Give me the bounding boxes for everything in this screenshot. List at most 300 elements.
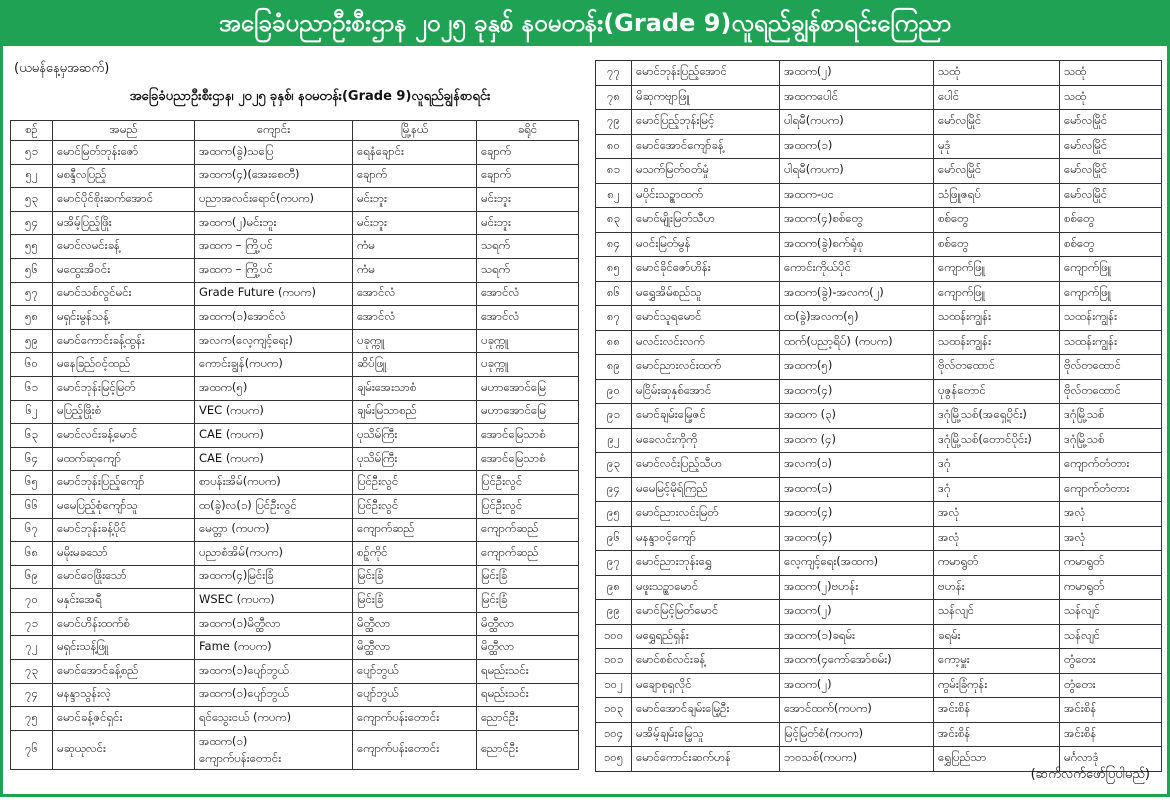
cell-district: မဟာအောင်မြေ: [477, 400, 579, 424]
cell-township: ပြင်ဦးလွင်: [353, 494, 477, 518]
cell-no: ၉၈: [596, 575, 632, 600]
cell-name: မသက်မြတ်ဝတ်မှုံ: [632, 159, 780, 184]
cell-township: သထန်းကျွန်း: [934, 330, 1060, 355]
cell-name: မချောစုရှလိုင်: [632, 673, 780, 698]
cell-no: ၅၃: [11, 188, 53, 212]
cell-school: ပါရမီ(ကပက): [780, 159, 934, 184]
cell-district: မော်လမြိုင်: [1060, 110, 1162, 135]
cell-name: မောင်ဘုန်းပြည့်ကျော်: [53, 471, 195, 495]
cell-district: ဒဂုံမြို့သစ်: [1060, 404, 1162, 429]
cell-no: ၈၇: [596, 306, 632, 331]
table-row: [11, 164, 579, 188]
table-row: [596, 404, 1162, 429]
cell-township: မင်းဘူး: [353, 188, 477, 212]
cell-district: မော်လမြိုင်: [1060, 183, 1162, 208]
table-row: [11, 542, 579, 566]
cell-township: ချမ်းအေးသာစံ: [353, 376, 477, 400]
cell-no: ၇၇: [596, 61, 632, 86]
cell-name: မောင်ပြည့်ဘုန်းမြင့်: [632, 110, 780, 135]
cell-township: စဉ့်ကိုင်: [353, 542, 477, 566]
cell-no: ၈၆: [596, 281, 632, 306]
cell-no: ၆၇: [11, 518, 53, 542]
cell-no: ၅၆: [11, 258, 53, 282]
cell-name: မနှင်းအေရီ: [53, 589, 195, 613]
cell-name: မိဆုကဗျာဖြူ: [632, 85, 780, 110]
cell-name: မောင်ဘုန်းပြည့်အောင်: [632, 61, 780, 86]
table-row: [596, 649, 1162, 674]
cell-no: ၇၀: [11, 589, 53, 613]
cell-district: သထုံ: [1060, 85, 1162, 110]
cell-district: မင်းဘူး: [477, 188, 579, 212]
cell-school: ပညာအလင်းရောင်(ကပက): [195, 188, 353, 212]
to-be-continued-note: (ဆက်လက်ဖော်ပြပါမည်): [1030, 767, 1150, 782]
table-row: [596, 551, 1162, 576]
cell-no: ၁၀၂: [596, 673, 632, 698]
cell-district: ချောက်: [477, 141, 579, 165]
table-row: [596, 281, 1162, 306]
table-row: [11, 424, 579, 448]
cell-no: ၈၅: [596, 257, 632, 282]
cell-no: ၉၀: [596, 379, 632, 404]
cell-name: မထက်ဆုကျော်: [53, 447, 195, 471]
cell-school: အထက(ခွဲ)သပြေ: [195, 141, 353, 165]
right-table-body: [596, 61, 1162, 772]
cell-township: ကွမ်းခြံကုန်း: [934, 673, 1060, 698]
cell-no: ၉၆: [596, 526, 632, 551]
table-row: [11, 353, 579, 377]
cell-school: အထက(၄): [780, 379, 934, 404]
cell-no: ၆၅: [11, 471, 53, 495]
cell-school: မြင့်မြတ်စံ(ကပက): [780, 722, 934, 747]
cell-district: သရက်: [477, 235, 579, 259]
cell-name: မောင်ဘုန်းမြင့်မြတ်: [53, 376, 195, 400]
table-row: [596, 428, 1162, 453]
cell-township: ကျောက်ဖြူ: [934, 257, 1060, 282]
cell-district: ပခုက္ကူ: [477, 353, 579, 377]
cell-district: ကျောက်ဆည်: [477, 518, 579, 542]
cell-district: သထုံ: [1060, 61, 1162, 86]
cell-township: မိတ္ထီလာ: [353, 636, 477, 660]
col-header-district: ခရိုင်: [477, 121, 579, 141]
cell-district: အောင်မြေသာစံ: [477, 424, 579, 448]
cell-township: ကျောက်ဖြူ: [934, 281, 1060, 306]
cell-no: ၆၃: [11, 424, 53, 448]
table-row: [596, 575, 1162, 600]
cell-name: မောင်လင်းပြည့်သီဟ: [632, 453, 780, 478]
table-row: [11, 258, 579, 282]
table-row: [11, 518, 579, 542]
cell-township: ဒဂုံ: [934, 477, 1060, 502]
cell-school: အထကပေါင်: [780, 85, 934, 110]
col-header-name: အမည်: [53, 121, 195, 141]
cell-name: မအိမ့်ချမ်းမြေ့သူ: [632, 722, 780, 747]
cell-township: မြင်းခြံ: [353, 589, 477, 613]
table-row: [596, 600, 1162, 625]
cell-township: ကော့မှူး: [934, 649, 1060, 674]
cell-township: အလုံ: [934, 502, 1060, 527]
cell-township: ကျောက်ပန်းတောင်း: [353, 707, 477, 731]
cell-name: မောင်ခိုင်ဇော်ဟိန်း: [632, 257, 780, 282]
cell-name: မောင်အောင်ခန့်စည်: [53, 660, 195, 684]
cell-no: ၉၁: [596, 404, 632, 429]
cell-township: ပေါင်: [934, 85, 1060, 110]
table-row: [596, 722, 1162, 747]
table-row: [11, 565, 579, 589]
cell-no: ၅၂: [11, 164, 53, 188]
cell-school: အထက(၄)မြင်းခြံ: [195, 565, 353, 589]
cell-township: မော်လမြိုင်: [934, 159, 1060, 184]
cell-no: ၈၄: [596, 232, 632, 257]
cell-name: မပြည့်ဖြိုးစံ: [53, 400, 195, 424]
cell-school: အထက(၁) ကျောက်ပန်းတောင်း: [195, 730, 353, 769]
cell-township: ပျော်ဘွယ်: [353, 660, 477, 684]
cell-school: အထက(၄): [780, 526, 934, 551]
cell-name: မထွေးအိဝင်း: [53, 258, 195, 282]
cell-school: အထက(၁)ပျော်ဘွယ်: [195, 660, 353, 684]
table-row: [11, 471, 579, 495]
cell-township: သထန်းကျွန်း: [934, 306, 1060, 331]
table-row: [596, 134, 1162, 159]
cell-school: ကောင်းချွန်(ကပက): [195, 353, 353, 377]
table-row: [11, 494, 579, 518]
cell-no: ၇၉: [596, 110, 632, 135]
cell-name: မောင်ဘုန်းခန့်ပိုင်: [53, 518, 195, 542]
table-row: [11, 329, 579, 353]
cell-district: မိတ္ထီလာ: [477, 636, 579, 660]
cell-name: မောင်ကောင်းခန့်ထွန်း: [53, 329, 195, 353]
cell-name: မောင်ပိုင်စိုးဆက်အောင်: [53, 188, 195, 212]
table-row: [11, 660, 579, 684]
cell-district: သန်လျင်: [1060, 624, 1162, 649]
cell-township: သထုံ: [934, 61, 1060, 86]
table-row: [596, 477, 1162, 502]
table-row: [11, 188, 579, 212]
table-row: [11, 400, 579, 424]
table-row: [596, 159, 1162, 184]
cell-district: ကျောက်တံတား: [1060, 477, 1162, 502]
cell-school: အထက(၁): [780, 477, 934, 502]
table-row: [596, 355, 1162, 380]
col-header-township: မြို့နယ်: [353, 121, 477, 141]
cell-name: မောင်စစ်လင်းခန့်: [632, 649, 780, 674]
cell-name: မဝင်းမြတ်မွန်: [632, 232, 780, 257]
cell-no: ၇၁: [11, 612, 53, 636]
cell-district: မြင်းခြံ: [477, 589, 579, 613]
cell-name: မောင်ညားဘုန်းရွှေ: [632, 551, 780, 576]
cell-name: မရွှေအိမ်စည်သူ: [632, 281, 780, 306]
cell-name: မောင်သစ်လွင်မင်း: [53, 282, 195, 306]
cell-school: CAE (ကပက): [195, 424, 353, 448]
cell-name: မောင်မြင့်မြတ်မောင်: [632, 600, 780, 625]
cell-township: ကျောက်ပန်းတောင်း: [353, 730, 477, 769]
cell-no: ၁၀၄: [596, 722, 632, 747]
cell-district: ညောင်ဦး: [477, 730, 579, 769]
cell-district: တွံတေး: [1060, 649, 1162, 674]
cell-no: ၈၂: [596, 183, 632, 208]
cell-no: ၅၈: [11, 306, 53, 330]
table-row: [11, 447, 579, 471]
table-row: [596, 673, 1162, 698]
cell-school: ထ(ခွဲ)အလက(၅): [780, 306, 934, 331]
cell-township: စစ်တွေ: [934, 208, 1060, 233]
cell-no: ၆၀: [11, 353, 53, 377]
table-row: [11, 589, 579, 613]
cell-name: မမေပြည့်စုံကျော်သူ: [53, 494, 195, 518]
cell-no: ၇၈: [596, 85, 632, 110]
cell-name: မမေမြင့်မိုရ်ကြည်: [632, 477, 780, 502]
cell-name: မောင်ညားလင်းမြတ်: [632, 502, 780, 527]
table-row: [11, 235, 579, 259]
table-row: [11, 376, 579, 400]
cell-township: မြင်းခြံ: [353, 565, 477, 589]
cell-no: ၁၀၃: [596, 698, 632, 723]
cell-name: မောင်အောင်ချမ်းမြေ့ဦး: [632, 698, 780, 723]
table-row: [11, 683, 579, 707]
cell-no: ၆၆: [11, 494, 53, 518]
cell-no: ၉၂: [596, 428, 632, 453]
cell-district: စစ်တွေ: [1060, 232, 1162, 257]
cell-name: မစန္ဒီလပြည့်: [53, 164, 195, 188]
cell-school: ပါရမီ(ကပက): [780, 110, 934, 135]
cell-township: ပုဇွန်တောင်: [934, 379, 1060, 404]
table-row: [11, 306, 579, 330]
cell-name: မဆုယုလင်း: [53, 730, 195, 769]
cell-school: အထက(၅): [780, 355, 934, 380]
cell-district: မော်လမြိုင်: [1060, 134, 1162, 159]
cell-school: အထက-ပင: [780, 183, 934, 208]
cell-no: ၅၁: [11, 141, 53, 165]
cell-school: ဘဝသစ်(ကပက): [780, 747, 934, 772]
cell-district: သရက်: [477, 258, 579, 282]
cell-township: ပြင်ဦးလွင်: [353, 471, 477, 495]
cell-district: မင်းဘူး: [477, 211, 579, 235]
cell-school: အထက (၃): [780, 404, 934, 429]
left-results-table: [10, 120, 579, 770]
table-row: [596, 110, 1162, 135]
cell-school: VEC (ကပက): [195, 400, 353, 424]
cell-township: ဆိပ်ဖြူ: [353, 353, 477, 377]
cell-district: အောင်လံ: [477, 282, 579, 306]
cell-township: အင်းစိန်: [934, 722, 1060, 747]
list-subtitle: အခြေခံပညာဦးစီးဌာန၊ ၂၀၂၅ ခုနှစ်၊ နဝမတန်း(Grade 9)လူရည်ချွန်စာရင်း: [129, 89, 491, 104]
cell-district: ကျောက်ဖြူ: [1060, 281, 1162, 306]
cell-no: ၈၀: [596, 134, 632, 159]
table-row: [11, 612, 579, 636]
cell-district: အောင်လံ: [477, 306, 579, 330]
cell-name: မမိုးမခသော်: [53, 542, 195, 566]
cell-school: အထက(ခွဲ)စက်ရုံစု: [780, 232, 934, 257]
cell-township: ကမာရွတ်: [934, 551, 1060, 576]
cell-township: အောင်လံ: [353, 282, 477, 306]
cell-township: ပုသိမ်ကြီး: [353, 447, 477, 471]
cell-township: ကံမ: [353, 258, 477, 282]
table-header-row: [11, 121, 579, 141]
cell-school: Fame (ကပက): [195, 636, 353, 660]
cell-school: အထက(၄): [780, 502, 934, 527]
cell-township: ဒဂုံမြို့သစ်(အရှေ့ပိုင်း): [934, 404, 1060, 429]
cell-district: ရမည်းသင်း: [477, 660, 579, 684]
cell-district: ချောက်: [477, 164, 579, 188]
cell-name: မဖူးသဉ္စာမောင်: [632, 575, 780, 600]
cell-school: အထက – ကြို့ပင်: [195, 258, 353, 282]
col-header-no: စဉ်: [11, 121, 53, 141]
cell-district: သထန်းကျွန်း: [1060, 306, 1162, 331]
cell-township: ရေနံချောင်း: [353, 141, 477, 165]
cell-school: အထက(၂): [780, 600, 934, 625]
table-row: [596, 379, 1162, 404]
cell-school: အထက(၂): [780, 61, 934, 86]
table-row: [596, 306, 1162, 331]
cell-no: ၆၈: [11, 542, 53, 566]
cell-no: ၅၅: [11, 235, 53, 259]
cell-township: အင်းစိန်: [934, 698, 1060, 723]
cell-township: ချမ်းမြသာစည်: [353, 400, 477, 424]
cell-name: မောင်လမင်းခန့်: [53, 235, 195, 259]
cell-no: ၅၉: [11, 329, 53, 353]
cell-no: ၇၂: [11, 636, 53, 660]
table-row: [596, 232, 1162, 257]
cell-name: မောင်မြတ်ဘုန်းဇော်: [53, 141, 195, 165]
cell-no: ၅၄: [11, 211, 53, 235]
cell-township: အလုံ: [934, 526, 1060, 551]
cell-name: မောင်လင်းခန့်မောင်: [53, 424, 195, 448]
cell-no: ၇၅: [11, 707, 53, 731]
cell-township: မိတ္ထီလာ: [353, 612, 477, 636]
table-row: [11, 730, 579, 769]
cell-name: မရှင်းသန့်ဖြူ: [53, 636, 195, 660]
table-row: [596, 502, 1162, 527]
cell-name: မနေခြည်ဝင့်ထည်: [53, 353, 195, 377]
cell-district: အောင်မြေသာစံ: [477, 447, 579, 471]
cell-name: မောင်မျိုးမြတ်သီဟ: [632, 208, 780, 233]
cell-district: ပြင်ဦးလွင်: [477, 494, 579, 518]
table-row: [11, 211, 579, 235]
cell-name: မောင်ချမ်းမြေ့ဇင်: [632, 404, 780, 429]
table-row: [11, 636, 579, 660]
cell-township: ရွှေပြည်သာ: [934, 747, 1060, 772]
cell-district: မိတ္ထီလာ: [477, 612, 579, 636]
cell-township: ဗဟန်း: [934, 575, 1060, 600]
cell-no: ၉၉: [596, 600, 632, 625]
cell-district: သထန်းကျွန်း: [1060, 330, 1162, 355]
cell-no: ၁၀၅: [596, 747, 632, 772]
cell-no: ၆၂: [11, 400, 53, 424]
table-row: [596, 257, 1162, 282]
cell-school: အထက(၄ကော်အော်စမ်း): [780, 649, 934, 674]
table-row: [596, 453, 1162, 478]
cell-no: ၇၄: [11, 683, 53, 707]
cell-name: မောင်အောင်ကျော်ခန့်: [632, 134, 780, 159]
cell-name: မခေလင်းကိုကို: [632, 428, 780, 453]
cell-no: ၆၉: [11, 565, 53, 589]
cell-township: ဒဂုံ: [934, 453, 1060, 478]
cell-school: အထက(၂)မင်းဘူး: [195, 211, 353, 235]
cell-district: ညောင်ဦး: [477, 707, 579, 731]
cell-district: ကျောက်ဖြူ: [1060, 257, 1162, 282]
right-results-table: [595, 60, 1162, 772]
cell-township: ပျော်ဘွယ်: [353, 683, 477, 707]
cell-no: ၉၃: [596, 453, 632, 478]
cell-no: ၁၀၁: [596, 649, 632, 674]
cell-name: မရွှေရည်ရှန်း: [632, 624, 780, 649]
cell-school: အောင်ထက်(ကပက): [780, 698, 934, 723]
cell-district: ပြင်ဦးလွင်: [477, 471, 579, 495]
cell-no: ၉၄: [596, 477, 632, 502]
cell-district: သန်လျင်: [1060, 600, 1162, 625]
cell-district: တွံတေး: [1060, 673, 1162, 698]
cell-name: မောင်ကောင်းဆက်ဟန်: [632, 747, 780, 772]
cell-no: ၆၁: [11, 376, 53, 400]
cell-no: ၁၀၀: [596, 624, 632, 649]
cell-school: အထက(၅): [195, 376, 353, 400]
cell-name: မပိုင်းသဉ္စာထက်: [632, 183, 780, 208]
table-row: [596, 208, 1162, 233]
cell-school: အထက(၄)စစ်တွေ: [780, 208, 934, 233]
cell-district: မဟာအောင်မြေ: [477, 376, 579, 400]
cell-township: ချောက်: [353, 164, 477, 188]
cell-no: ၉၇: [596, 551, 632, 576]
table-row: [596, 85, 1162, 110]
cell-township: သံဖြူဇရပ်: [934, 183, 1060, 208]
cell-school: အထက(၁)အောင်လံ: [195, 306, 353, 330]
cell-school: အထက(၁): [780, 134, 934, 159]
cell-township: အောင်လံ: [353, 306, 477, 330]
cell-district: စစ်တွေ: [1060, 208, 1162, 233]
continued-from-note: (ယမန်နေ့မှအဆက်): [14, 61, 110, 76]
cell-district: အလုံ: [1060, 502, 1162, 527]
cell-district: မင်္ဂလာဒုံ: [1060, 747, 1162, 772]
cell-name: မလင်းလင်းလက်: [632, 330, 780, 355]
cell-township: သန်လျင်: [934, 600, 1060, 625]
cell-township: ဒဂုံမြို့သစ်(တောင်ပိုင်း): [934, 428, 1060, 453]
cell-school: မေတ္တာ (ကပက): [195, 518, 353, 542]
cell-name: မနန္ဒာသွန်းလဲ့: [53, 683, 195, 707]
cell-district: အလုံ: [1060, 526, 1162, 551]
cell-school: အထက(ခွဲ)-အလက(၂): [780, 281, 934, 306]
cell-name: မောင်သူရမောင်: [632, 306, 780, 331]
cell-no: ၈၈: [596, 330, 632, 355]
cell-school: အထက – ကြို့ပင်: [195, 235, 353, 259]
cell-no: ၈၉: [596, 355, 632, 380]
cell-district: ကမာရွတ်: [1060, 575, 1162, 600]
cell-school: အထက(၁)မိတ္ထီလာ: [195, 612, 353, 636]
cell-no: ၅၇: [11, 282, 53, 306]
cell-no: ၈၃: [596, 208, 632, 233]
cell-school: ထက်(ပညာ့ရိပ်) (ကပက): [780, 330, 934, 355]
cell-no: ၆၄: [11, 447, 53, 471]
cell-district: ကျောက်ဆည်: [477, 542, 579, 566]
cell-school: WSEC (ကပက): [195, 589, 353, 613]
cell-no: ၉၅: [596, 502, 632, 527]
cell-district: အင်းစိန်: [1060, 698, 1162, 723]
cell-district: မော်လမြိုင်: [1060, 159, 1162, 184]
page-title-banner: အခြေခံပညာဦးစီးဌာန ၂၀၂၅ ခုနှစ် နဝမတန်း(Grade 9)လူရည်ချွန်စာရင်းကြေညာ: [0, 0, 1170, 46]
table-row: [11, 707, 579, 731]
cell-name: မနန္ဒာဝင့်ကျော်: [632, 526, 780, 551]
table-row: [596, 330, 1162, 355]
cell-township: မုဒုံ: [934, 134, 1060, 159]
table-row: [596, 183, 1162, 208]
table-row: [11, 141, 579, 165]
table-row: [596, 624, 1162, 649]
cell-district: မြင်းခြံ: [477, 565, 579, 589]
cell-township: မော်လမြိုင်: [934, 110, 1060, 135]
table-row: [596, 698, 1162, 723]
cell-name: မငြိမ်းဆုနှစ်အောင်: [632, 379, 780, 404]
cell-school: အထက(၁)ပျော်ဘွယ်: [195, 683, 353, 707]
cell-district: ကမာရွတ်: [1060, 551, 1162, 576]
left-table-body: [11, 141, 579, 770]
